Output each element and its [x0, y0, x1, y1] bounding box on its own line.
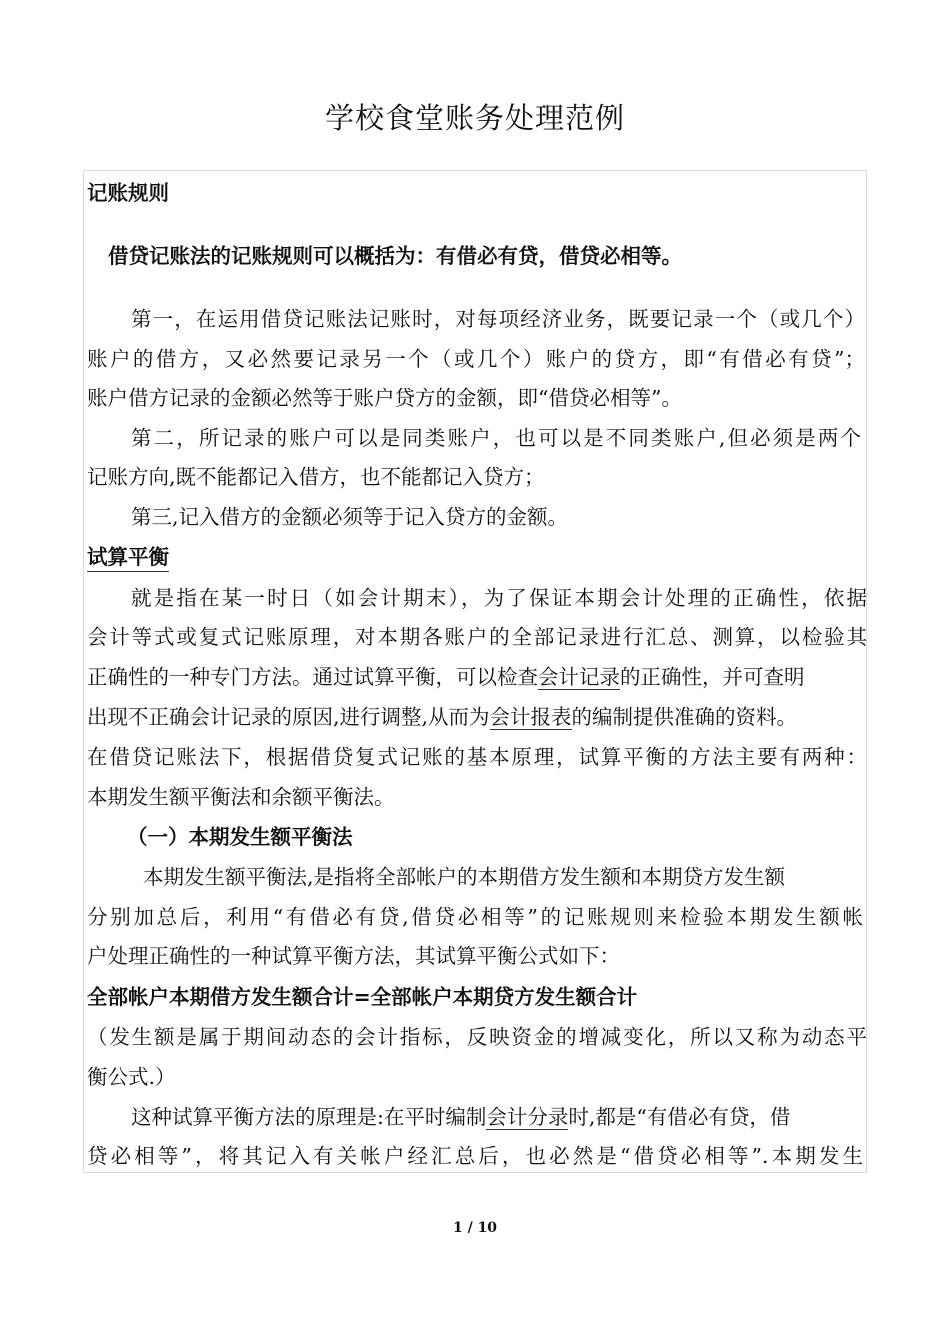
rule-2-line-2: 记账方向,既不能都记入借方，也不能都记入贷方；: [87, 465, 545, 489]
document-title: 学校食堂账务处理范例: [324, 101, 625, 135]
heading-bookkeeping-rules: 记账规则: [87, 181, 169, 205]
principle-line-1: [131, 1103, 790, 1131]
rule-1-line-2: 账户的借方，又必然要记录另一个（或几个）账户的贷方，即“有借必有贷”；: [87, 347, 865, 371]
rule-2-line-1: 第二，所记录的账户可以是同类账户，也可以是不同类账户,但必须是两个: [131, 426, 861, 450]
trial-line-1: 就是指在某一时日（如会计期末），为了保证本期会计处理的正确性，依据: [131, 586, 867, 610]
financial-statements-link[interactable]: 会计报表: [489, 705, 572, 729]
subheading-period-amount-method: （一）本期发生额平衡法: [127, 825, 353, 849]
balance-formula: 全部帐户本期借方发生额合计=全部帐户本期贷方发生额合计: [87, 985, 638, 1009]
current-page-number: 1: [452, 1220, 463, 1236]
method1-line-1: 本期发生额平衡法,是指将全部帐户的本期借方发生额和本期贷方发生额: [143, 865, 786, 889]
rule-3-line-1: 第三,记入借方的金额必须等于记入贷方的金额。: [131, 505, 569, 529]
principle-line-2: 贷必相等”，将其记入有关帐户经汇总后，也必然是“借贷必相等”.本期发生: [87, 1144, 863, 1168]
note-line-1: （发生额是属于期间动态的会计指标，反映资金的增减变化，所以又称为动态平: [87, 1025, 867, 1049]
note-line-2: 衡公式.）: [87, 1065, 176, 1089]
trial-line-5: 在借贷记账法下，根据借贷复式记账的基本原理，试算平衡的方法主要有两种：: [87, 745, 867, 769]
method1-line-2: 分别加总后，利用“有借必有贷,借贷必相等”的记账规则来检验本期发生额帐: [87, 905, 863, 929]
principle-line-1-text-a: 这种试算平衡方法的原理是:在平时编制: [131, 1105, 487, 1129]
trial-line-4: [87, 703, 797, 731]
trial-line-4-text-b: 的编制提供准确的资料。: [571, 705, 798, 729]
accounting-records-link[interactable]: 会计记录: [538, 665, 620, 689]
trial-line-3-text-a: 正确性的一种专门方法。通过试算平衡，可以检查: [87, 665, 538, 689]
page-footer: [0, 1220, 950, 1236]
journal-entries-link[interactable]: 会计分录: [486, 1105, 569, 1129]
rule-summary: 借贷记账法的记账规则可以概括为：有借必有贷，借贷必相等。: [108, 244, 682, 268]
page-separator: /: [467, 1220, 473, 1236]
principle-line-1-text-b: 时,都是“有借必有贷，借: [568, 1105, 791, 1129]
rule-1-line-3: 账户借方记录的金额必然等于账户贷方的金额，即“借贷必相等”。: [87, 386, 682, 410]
trial-line-2: 会计等式或复式记账原理，对本期各账户的全部记录进行汇总、测算，以检验其: [87, 625, 867, 649]
trial-line-3: [87, 663, 805, 691]
trial-line-3-text-b: 的正确性，并可查明: [620, 665, 805, 689]
total-pages: 10: [477, 1220, 498, 1236]
heading-trial-balance: 试算平衡: [87, 543, 169, 572]
rule-1-line-1: 第一，在运用借贷记账法记账时，对每项经济业务，既要记录一个（或几个）: [131, 307, 865, 331]
trial-line-4-text-a: 出现不正确会计记录的原因,进行调整,从而为: [87, 705, 490, 729]
trial-line-6: 本期发生额平衡法和余额平衡法。: [87, 785, 395, 809]
method1-line-3: 户处理正确性的一种试算平衡方法，其试算平衡公式如下：: [87, 944, 620, 968]
